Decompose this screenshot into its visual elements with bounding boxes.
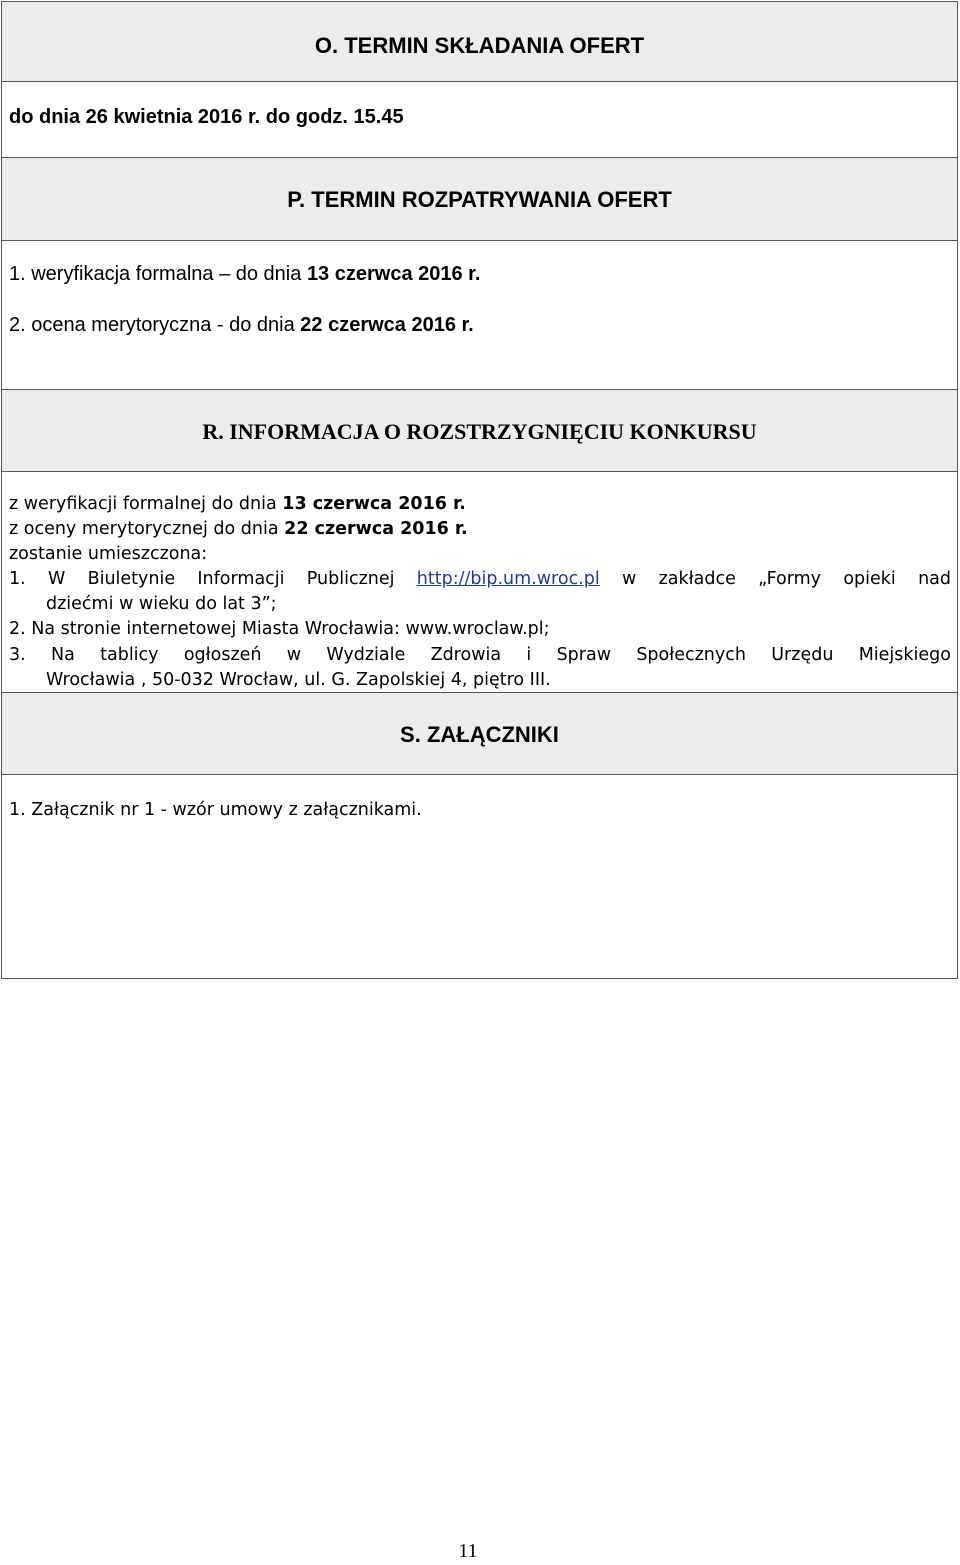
word: 1. <box>9 569 26 589</box>
section-o-content <box>2 82 957 158</box>
list-item <box>9 645 951 665</box>
list-item: 2. Na stronie internetowej Miasta Wrocławia: www.wroclaw.pl; <box>9 619 550 639</box>
word: ogłoszeń <box>183 645 262 665</box>
section-p-title: P. TERMIN ROZPATRYWANIA OFERT <box>287 187 672 212</box>
section-p-header <box>2 158 957 241</box>
word: „Formy <box>758 569 822 589</box>
word: nad <box>918 569 951 589</box>
word: opieki <box>843 569 896 589</box>
word: Na <box>51 645 75 665</box>
word: 3. <box>9 645 26 665</box>
result-line-date: 13 czerwca 2016 r. <box>282 494 466 514</box>
word: Biuletynie <box>87 569 176 589</box>
section-o-title: O. TERMIN SKŁADANIA OFERT <box>314 33 645 58</box>
section-s-header <box>2 693 957 775</box>
result-line: zostanie umieszczona: <box>9 544 208 564</box>
result-line-date: 22 czerwca 2016 r. <box>284 519 468 539</box>
word: zakładce <box>658 569 736 589</box>
section-r-content <box>2 472 957 693</box>
formal-verification-label: 1. weryfikacja formalna – do dnia <box>9 263 307 285</box>
list-item <box>9 263 480 286</box>
merit-evaluation-label: 2. ocena merytoryczna - do dnia <box>9 314 301 336</box>
submission-deadline: do dnia 26 kwietnia 2016 r. do godz. 15.45 <box>9 106 404 128</box>
word: Społecznych <box>636 645 746 665</box>
list-item-continuation: Wrocławia , 50-032 Wrocław, ul. G. Zapolskiej 4, piętro III. <box>46 670 551 690</box>
word: Zdrowia <box>430 645 502 665</box>
section-r-header <box>2 390 957 472</box>
word: w <box>622 569 637 589</box>
word: Publicznej <box>306 569 395 589</box>
formal-verification-date: 13 czerwca 2016 r. <box>306 263 481 285</box>
word: Spraw <box>556 645 612 665</box>
section-p-content <box>2 241 957 390</box>
word: Miejskiego <box>858 645 951 665</box>
result-line-text: z oceny merytorycznej do dnia <box>9 519 285 539</box>
result-line <box>9 494 466 514</box>
word: Informacji <box>197 569 285 589</box>
word: i <box>526 645 532 665</box>
merit-evaluation-date: 22 czerwca 2016 r. <box>300 314 474 336</box>
list-item-continuation: dziećmi w wieku do lat 3”; <box>46 594 277 614</box>
bip-link[interactable]: http://bip.um.wroc.pl <box>416 569 600 589</box>
word: W <box>47 569 66 589</box>
section-s-title: S. ZAŁĄCZNIKI <box>400 722 559 747</box>
word: tablicy <box>100 645 159 665</box>
page-number: 11 <box>458 1540 478 1562</box>
word: Urzędu <box>771 645 834 665</box>
section-o-header <box>2 2 957 82</box>
result-line-text: z weryfikacji formalnej do dnia <box>9 494 283 514</box>
word: w <box>286 645 302 665</box>
result-line <box>9 519 468 539</box>
section-s-content <box>2 775 957 978</box>
document-table <box>1 1 958 979</box>
word: Wydziale <box>326 645 406 665</box>
section-r-title: R. INFORMACJA O ROZSTRZYGNIĘCIU KONKURSU <box>202 419 757 444</box>
attachment-item: 1. Załącznik nr 1 - wzór umowy z załącznikami. <box>9 800 422 820</box>
list-item <box>9 569 951 589</box>
list-item <box>9 314 474 337</box>
